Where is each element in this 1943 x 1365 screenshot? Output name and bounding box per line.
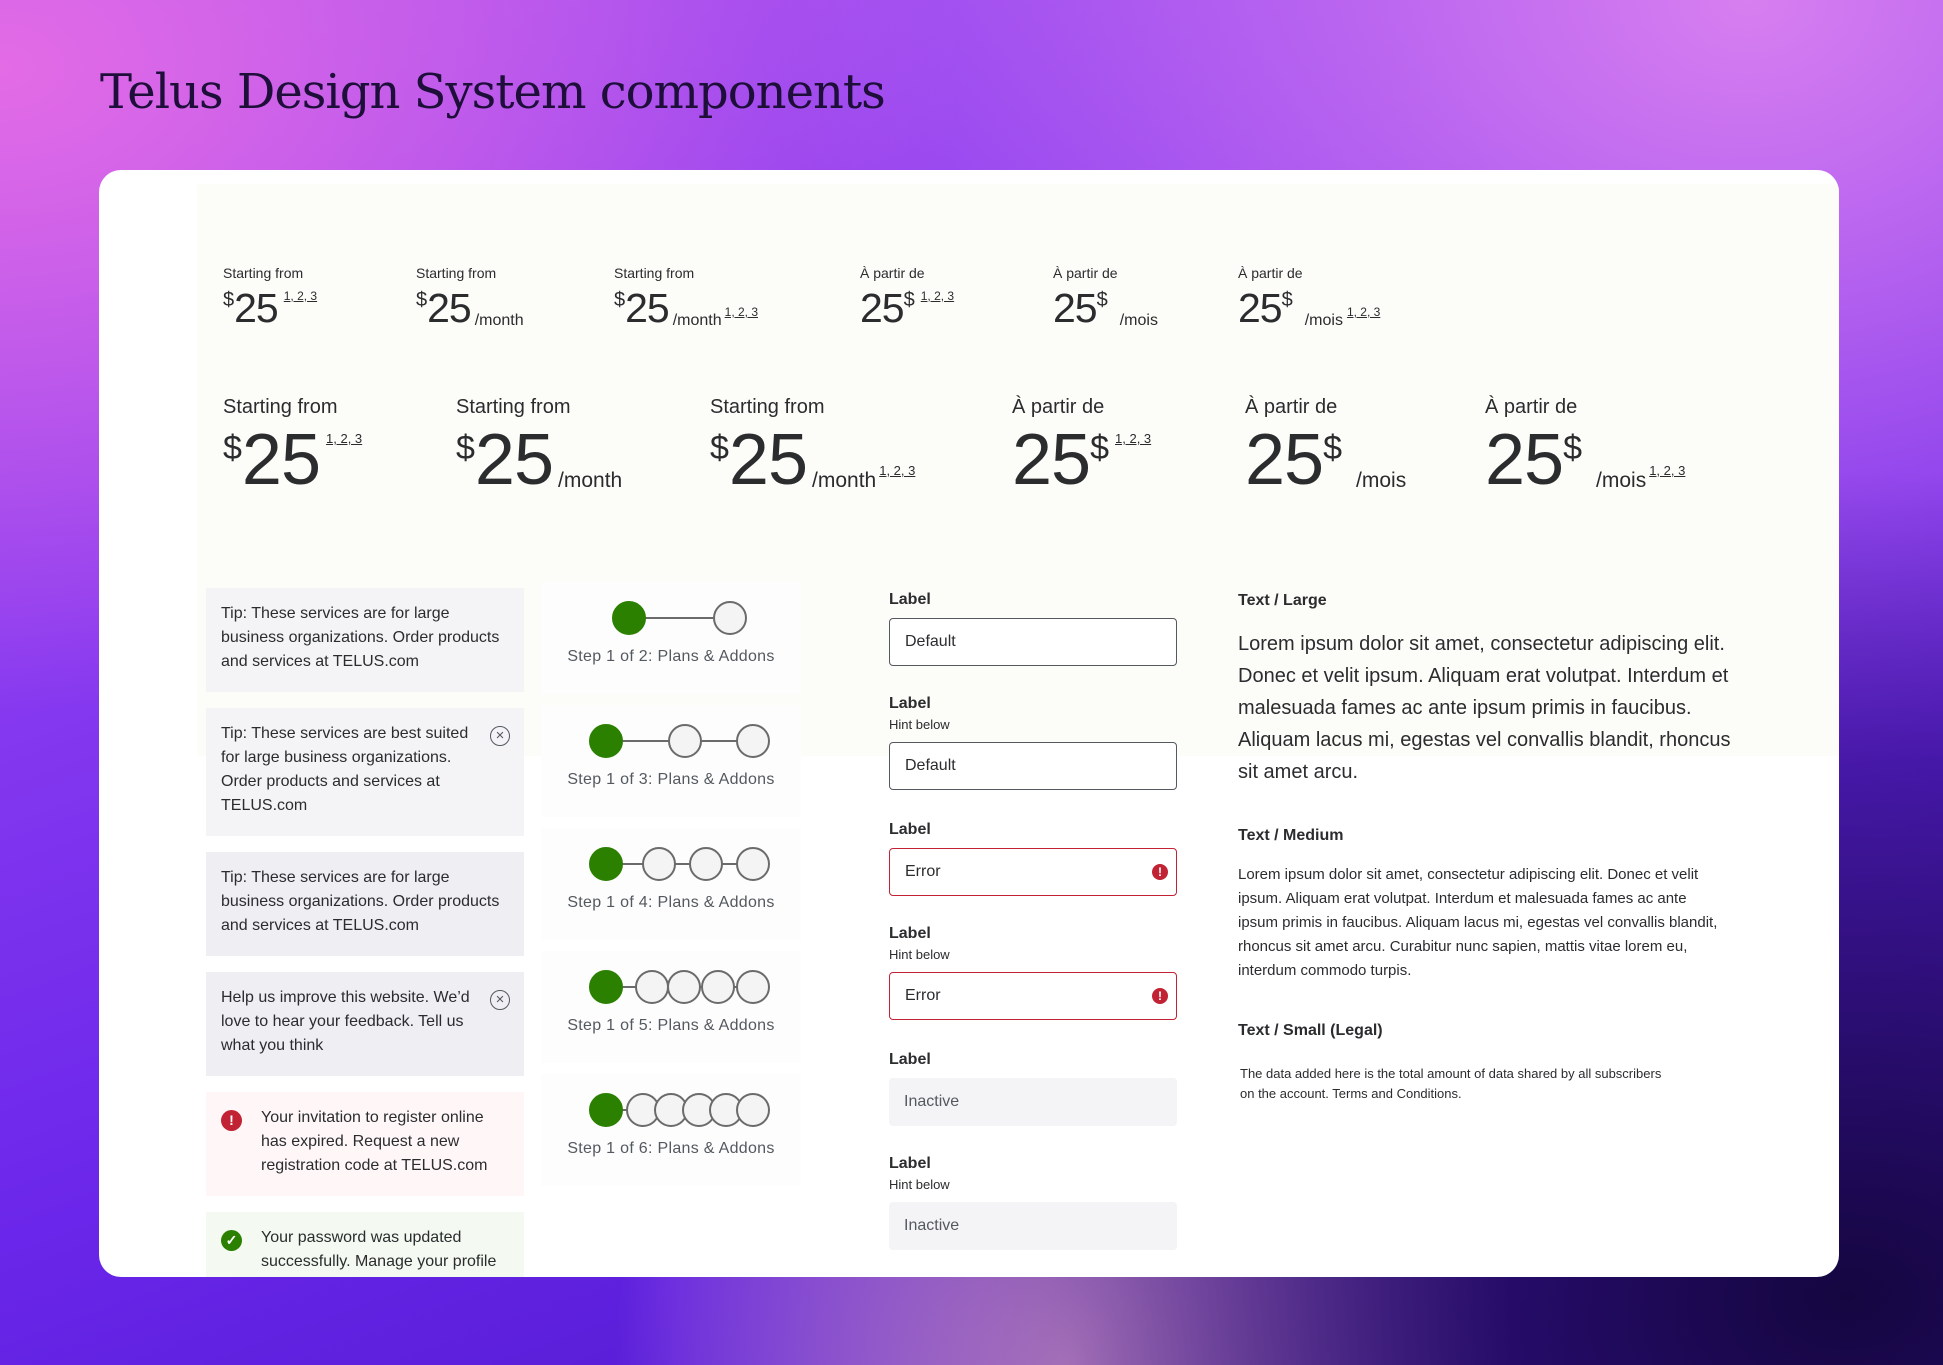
price-footnotes[interactable]: 1, 2, 3 xyxy=(724,305,759,319)
price-unit: /month xyxy=(812,469,877,492)
step-pending-icon xyxy=(713,601,747,635)
step-track xyxy=(541,705,801,755)
price-caption: À partir de xyxy=(860,265,925,281)
step-pending-icon xyxy=(642,847,676,881)
step-pending-icon xyxy=(736,847,770,881)
text-style-heading: Text / Large xyxy=(1238,592,1327,609)
page-title: Telus Design System components xyxy=(100,64,885,120)
text-large-sample xyxy=(1238,592,1738,788)
inactive-input xyxy=(889,1202,1177,1250)
price-amount: 25 xyxy=(241,420,321,500)
price-large-1 xyxy=(223,396,362,499)
exclamation-icon: ! xyxy=(1152,988,1168,1004)
default-input[interactable] xyxy=(889,742,1177,790)
step-tracker-6 xyxy=(541,1074,801,1186)
price-amount: 25 xyxy=(860,285,904,331)
currency-symbol: $ xyxy=(416,289,428,311)
price-large-2 xyxy=(456,396,622,499)
price-small-1 xyxy=(223,265,317,331)
price-caption: À partir de xyxy=(1245,396,1338,418)
currency-symbol: $ xyxy=(1563,429,1583,467)
step-track xyxy=(541,828,801,878)
exclamation-icon: ! xyxy=(221,1110,242,1131)
step-track xyxy=(541,582,801,632)
step-pending-icon xyxy=(635,970,669,1004)
step-completed-icon xyxy=(589,1093,623,1127)
price-footnotes[interactable]: 1, 2, 3 xyxy=(879,463,916,478)
notification-text: Tip: These services are best suited for large business organizations. Order products and services at TELUS.com xyxy=(221,725,469,814)
step-completed-icon xyxy=(589,970,623,1004)
success-notification xyxy=(206,1212,524,1277)
price-small-5 xyxy=(1053,265,1158,331)
price-caption: Starting from xyxy=(416,265,497,281)
step-label: Step 1 of 3: Plans & Addons xyxy=(567,771,775,788)
text-field-inactive-hint xyxy=(889,1154,1179,1250)
currency-symbol: $ xyxy=(223,289,235,311)
close-icon[interactable]: × xyxy=(490,990,510,1010)
step-tracker-4 xyxy=(541,828,801,940)
currency-symbol: $ xyxy=(614,289,626,311)
text-field-error xyxy=(889,820,1179,896)
text-small-body: The data added here is the total amount of data shared by all subscribers on the account. Terms and Conditions. xyxy=(1240,1066,1662,1101)
error-notification xyxy=(206,1092,524,1196)
tip-notification xyxy=(206,588,524,692)
step-completed-icon xyxy=(589,847,623,881)
price-caption: À partir de xyxy=(1053,265,1118,281)
price-footnotes[interactable]: 1, 2, 3 xyxy=(283,289,318,303)
field-label: Label xyxy=(889,821,931,838)
text-style-heading: Text / Medium xyxy=(1238,827,1344,844)
currency-symbol: $ xyxy=(710,429,729,467)
step-tracker-2 xyxy=(541,582,801,694)
step-track xyxy=(541,951,801,1001)
text-medium-body: Lorem ipsum dolor sit amet, consectetur adipiscing elit. Donec et velit ipsum. Aliquam erat volutpat. Interdum et malesuada fames ac ante ipsum primis in faucibus. Aliquam lacus mi, egestas vel convallis blandit, rhoncus sit amet arcu. Curabitur nunc sapien, mattis vitae lorem eu, interdum commodo turpis. xyxy=(1238,866,1718,979)
field-label: Label xyxy=(889,1051,931,1068)
text-field-inactive xyxy=(889,1050,1179,1126)
price-large-5 xyxy=(1245,396,1406,499)
price-large-4 xyxy=(1012,396,1151,499)
step-completed-icon xyxy=(589,724,623,758)
price-amount: 25 xyxy=(427,285,471,331)
price-caption: Starting from xyxy=(223,396,338,418)
price-amount: 25 xyxy=(1238,285,1282,331)
step-label: Step 1 of 5: Plans & Addons xyxy=(567,1017,775,1034)
price-caption: À partir de xyxy=(1238,265,1303,281)
exclamation-icon: ! xyxy=(1152,864,1168,880)
price-small-3 xyxy=(614,265,758,331)
step-pending-icon xyxy=(667,970,701,1004)
price-large-6 xyxy=(1485,396,1685,499)
step-pending-icon xyxy=(736,1093,770,1127)
text-style-heading: Text / Small (Legal) xyxy=(1238,1022,1383,1039)
price-caption: Starting from xyxy=(710,396,825,418)
price-amount: 25 xyxy=(1012,420,1091,500)
price-unit: /mois xyxy=(1356,469,1407,492)
price-unit: /month xyxy=(672,312,722,329)
price-footnotes[interactable]: 1, 2, 3 xyxy=(920,289,955,303)
notification-text: Help us improve this website. We’d love to hear your feedback. Tell us what you think xyxy=(221,989,470,1054)
price-amount: 25 xyxy=(625,285,669,331)
text-field-default xyxy=(889,590,1179,666)
price-unit: /mois xyxy=(1304,312,1343,329)
dismissible-tip-notification xyxy=(206,708,524,836)
text-field-error-hint xyxy=(889,924,1179,1020)
field-hint: Hint below xyxy=(889,947,950,962)
step-label: Step 1 of 2: Plans & Addons xyxy=(567,648,775,665)
price-footnotes[interactable]: 1, 2, 3 xyxy=(1649,463,1686,478)
currency-symbol: $ xyxy=(456,429,475,467)
error-input[interactable] xyxy=(889,848,1177,896)
price-unit: /month xyxy=(558,469,623,492)
text-medium-sample xyxy=(1238,827,1738,983)
currency-symbol: $ xyxy=(903,289,915,311)
field-label: Label xyxy=(889,695,931,712)
field-label: Label xyxy=(889,591,931,608)
notification-text: Tip: These services are for large business organizations. Order products and services at TELUS.com xyxy=(221,869,500,934)
price-large-3 xyxy=(710,396,915,499)
default-input[interactable] xyxy=(889,618,1177,666)
currency-symbol: $ xyxy=(223,429,242,467)
field-label: Label xyxy=(889,1155,931,1172)
text-large-body: Lorem ipsum dolor sit amet, consectetur adipiscing elit. Donec et velit ipsum. Aliquam erat volutpat. Interdum et malesuada fames ac ante ipsum primis in faucibus. Aliquam lacus mi, egestas vel convallis blandit, rhoncus sit amet arcu. xyxy=(1238,633,1731,783)
price-amount: 25 xyxy=(234,285,278,331)
price-amount: 25 xyxy=(728,420,808,500)
text-small-sample xyxy=(1238,1022,1738,1104)
currency-symbol: $ xyxy=(1323,429,1343,467)
checkmark-icon: ✓ xyxy=(221,1230,242,1251)
price-unit: /month xyxy=(474,312,524,329)
price-amount: 25 xyxy=(1485,420,1564,500)
step-tracker-3 xyxy=(541,705,801,817)
step-label: Step 1 of 4: Plans & Addons xyxy=(567,894,775,911)
step-completed-icon xyxy=(612,601,646,635)
currency-symbol: $ xyxy=(1281,289,1293,311)
step-track xyxy=(541,1074,801,1124)
components-card xyxy=(99,170,1839,1277)
price-amount: 25 xyxy=(1245,420,1324,500)
price-unit: /mois xyxy=(1119,312,1158,329)
error-input[interactable] xyxy=(889,972,1177,1020)
price-amount: 25 xyxy=(1053,285,1097,331)
step-pending-icon xyxy=(668,724,702,758)
step-pending-icon xyxy=(736,970,770,1004)
feedback-notification xyxy=(206,972,524,1076)
price-small-2 xyxy=(416,265,524,331)
step-pending-icon xyxy=(701,970,735,1004)
notification-text: Your invitation to register online has expired. Request a new registration code at TELUS.com xyxy=(261,1109,488,1174)
field-hint: Hint below xyxy=(889,1177,950,1192)
step-pending-icon xyxy=(736,724,770,758)
text-field-default-hint xyxy=(889,694,1179,790)
tip-notification xyxy=(206,852,524,956)
price-caption: À partir de xyxy=(1485,396,1578,418)
price-footnotes[interactable]: 1, 2, 3 xyxy=(326,431,363,446)
close-icon[interactable]: × xyxy=(490,726,510,746)
currency-symbol: $ xyxy=(1096,289,1108,311)
price-footnotes[interactable]: 1, 2, 3 xyxy=(1115,431,1152,446)
price-small-4 xyxy=(860,265,954,331)
notification-text: Tip: These services are for large business organizations. Order products and services at TELUS.com xyxy=(221,605,500,670)
step-tracker-5 xyxy=(541,951,801,1063)
field-hint: Hint below xyxy=(889,717,950,732)
price-caption: À partir de xyxy=(1012,396,1105,418)
price-small-6 xyxy=(1238,265,1380,331)
inactive-input xyxy=(889,1078,1177,1126)
step-pending-icon xyxy=(689,847,723,881)
step-label: Step 1 of 6: Plans & Addons xyxy=(567,1140,775,1157)
field-label: Label xyxy=(889,925,931,942)
price-footnotes[interactable]: 1, 2, 3 xyxy=(1346,305,1381,319)
price-unit: /mois xyxy=(1596,469,1647,492)
currency-symbol: $ xyxy=(1090,429,1110,467)
notification-text: Your password was updated successfully. Manage your profile xyxy=(261,1229,497,1270)
price-caption: Starting from xyxy=(223,265,304,281)
price-amount: 25 xyxy=(474,420,554,500)
price-caption: Starting from xyxy=(614,265,695,281)
price-caption: Starting from xyxy=(456,396,571,418)
